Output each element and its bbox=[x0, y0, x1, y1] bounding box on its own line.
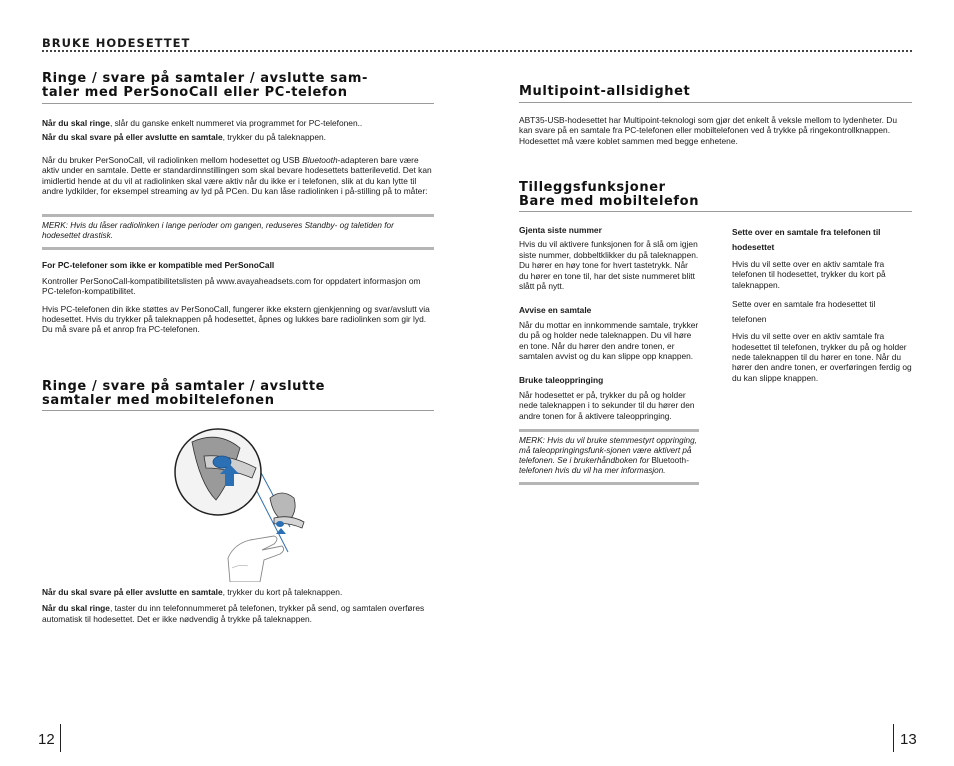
headset-press-button-icon bbox=[170, 422, 330, 582]
header-dotted-rule bbox=[42, 50, 912, 52]
headset-illustration bbox=[170, 422, 330, 582]
paragraph-compat-list: Kontroller PerSonoCall-kompatibilitetslisten på www.avayaheadsets.com for oppdatert informasjon om PC-telefon-kompatibilitet. bbox=[42, 275, 421, 297]
text: , trykker du på taleknappen. bbox=[222, 132, 326, 143]
note-rule-top bbox=[42, 214, 434, 217]
right-column-2 bbox=[732, 225, 912, 383]
paragraph-radiolink bbox=[42, 155, 434, 197]
text: , taster du inn telefonnummeret på telefonen, trykker på send, og samtalen overføres automatisk til hodesettet. Det er ikke nødvendig å trykke på taleknappen. bbox=[42, 603, 425, 624]
text: Når du bruker PerSonoCall, vil radiolinken mellom hodesettet og USB bbox=[42, 154, 303, 165]
note-rule-top bbox=[519, 429, 699, 432]
paragraph-unsupported: Hvis PC-telefonen din ikke støttes av PerSonoCall, fungerer ikke ekstern gjenkjenning og svar/avslutt via hodesettet. Hvis du trykker på taleknappen på hodesettet, åpnes og lukkes bare radiolinken som gir lyd. Du må svare på et anrop fra PC-telefonen. bbox=[42, 303, 430, 335]
subheading-reject: Avvise en samtale bbox=[519, 305, 592, 316]
subheading-incompatible: For PC-telefoner som ikke er kompatible med PerSonoCall bbox=[42, 260, 275, 271]
heading-rule bbox=[519, 211, 912, 212]
page-number-divider-right bbox=[893, 724, 894, 752]
paragraph-redial: Hvis du vil aktivere funksjonen for å slå om igjen siste nummer, dobbeltklikker du på taleknappen. Du hører en høy tone for hvert tastetrykk. Når du hører en tone til, har det siste nummeret blitt slått på nytt. bbox=[519, 239, 699, 292]
paragraph-reject: Når du mottar en innkommende samtale, trykker du på og holder nede taleknappen. Du vil høre en tone. Når du hører den andre tonen, er samtalen avvist og du kan slippe opp knappen. bbox=[519, 319, 699, 362]
bold-lead: Når du skal svare på eller avslutte en samtale bbox=[42, 587, 223, 597]
heading-extra-functions: Tilleggsfunksjoner Bare med mobiltelefon bbox=[519, 180, 700, 209]
paragraph-mobile-answer bbox=[42, 587, 434, 597]
left-mobile-section bbox=[42, 380, 434, 411]
subheading-redial: Gjenta siste nummer bbox=[519, 225, 602, 235]
left-page bbox=[42, 72, 434, 335]
bold-lead: Når du skal ringe bbox=[42, 118, 110, 128]
page-number-right: 13 bbox=[900, 731, 917, 748]
italic-text: Bluetooth bbox=[302, 154, 338, 165]
heading-rule bbox=[519, 102, 912, 103]
text: -adapteren bare være aktiv under en samtale. Dette er standardinnstillingen som skal bevare hodesettets batterilevetid. Det kan imidlertid hende at du vil at radiolinken skal være aktiv når du ikke er i telefonen, slik at du kan lytte til andre lydkilder, for eksempel streaming av lyd på PCen. Du kan låse radiolinken i på-stilling på to måter: bbox=[42, 154, 432, 197]
heading-pc-calls: Ringe / svare på samtaler / avslutte sam- taler med PerSonoCall eller PC-telefon bbox=[42, 71, 369, 100]
heading-rule bbox=[42, 103, 434, 104]
paragraph-transfer-to-phone-title: Sette over en samtale fra hodesettet til telefonen bbox=[732, 299, 876, 325]
paragraph-multipoint: ABT35-USB-hodesettet har Multipoint-teknologi som gjør det enkelt å veksle mellom to lydenheter. Du kan svare på en samtale fra PC-telefonen eller mobiltelefonen ved å trykke på ringekontrollknappen. Hodesettet må være koblet sammen med begge enhetene. bbox=[519, 115, 897, 146]
subheading-transfer-to-headset: Sette over en samtale fra telefonen til hodesettet bbox=[732, 227, 881, 252]
right-column-1 bbox=[519, 225, 699, 485]
page-number-divider-left bbox=[60, 724, 61, 752]
paragraph-answer bbox=[42, 132, 434, 142]
text: , slår du ganske enkelt nummeret via programmet for PC-telefonen.. bbox=[109, 118, 363, 128]
plain-text: Bluetooth bbox=[651, 456, 687, 466]
text: MERK: Hvis du vil bruke stemmestyrt oppringing, må taleoppringingsfunk-sjonen være aktivert på telefonen. Se i brukerhåndboken for bbox=[519, 436, 697, 466]
paragraph-transfer-to-headset: Hvis du vil sette over en aktiv samtale fra telefonen til hodesettet, trykker du kort på taleknappen. bbox=[732, 259, 886, 290]
right-extra-section bbox=[519, 181, 912, 212]
text: , trykker du kort på taleknappen. bbox=[222, 587, 343, 597]
paragraph-mobile-call bbox=[42, 603, 434, 624]
right-page bbox=[519, 85, 912, 146]
section-title: BRUKE HODESETTET bbox=[42, 36, 191, 50]
paragraph-voice-dial: Når hodesettet er på, trykker du på og holder nede taleknappen i to sekunder til du hører den andre tonen for å aktivere taleoppringing. bbox=[519, 389, 695, 421]
heading-mobile-calls: Ringe / svare på samtaler / avslutte samtaler med mobiltelefonen bbox=[42, 379, 326, 408]
note-rule-bottom bbox=[42, 247, 434, 250]
heading-rule bbox=[42, 410, 434, 411]
paragraph-transfer-to-phone: Hvis du vil sette over en aktiv samtale fra hodesettet til telefonen, trykker du på og holder nede taleknappen til du hører en tone. Når du hører den andre tonen, er overføringen ferdig og du kan slippe knappen. bbox=[732, 331, 912, 383]
note-voice-dial bbox=[519, 436, 699, 476]
subheading-voice-dial: Bruke taleoppringing bbox=[519, 375, 604, 386]
section-header bbox=[42, 36, 190, 50]
note-rule-bottom bbox=[519, 482, 699, 485]
page-number-left: 12 bbox=[38, 731, 55, 748]
left-mobile-text bbox=[42, 587, 434, 624]
text: -telefonen hvis du vil ha mer informasjon. bbox=[519, 456, 689, 476]
heading-multipoint: Multipoint-allsidighet bbox=[519, 84, 691, 99]
bold-lead: Når du skal svare på eller avslutte en samtale bbox=[42, 132, 223, 143]
paragraph-call bbox=[42, 118, 434, 128]
bold-lead: Når du skal ringe bbox=[42, 603, 110, 614]
note-radiolink: MERK: Hvis du låser radiolinken i lange perioder om gangen, reduseres Standby- og taletiden for hodesettet drastisk. bbox=[42, 221, 394, 241]
